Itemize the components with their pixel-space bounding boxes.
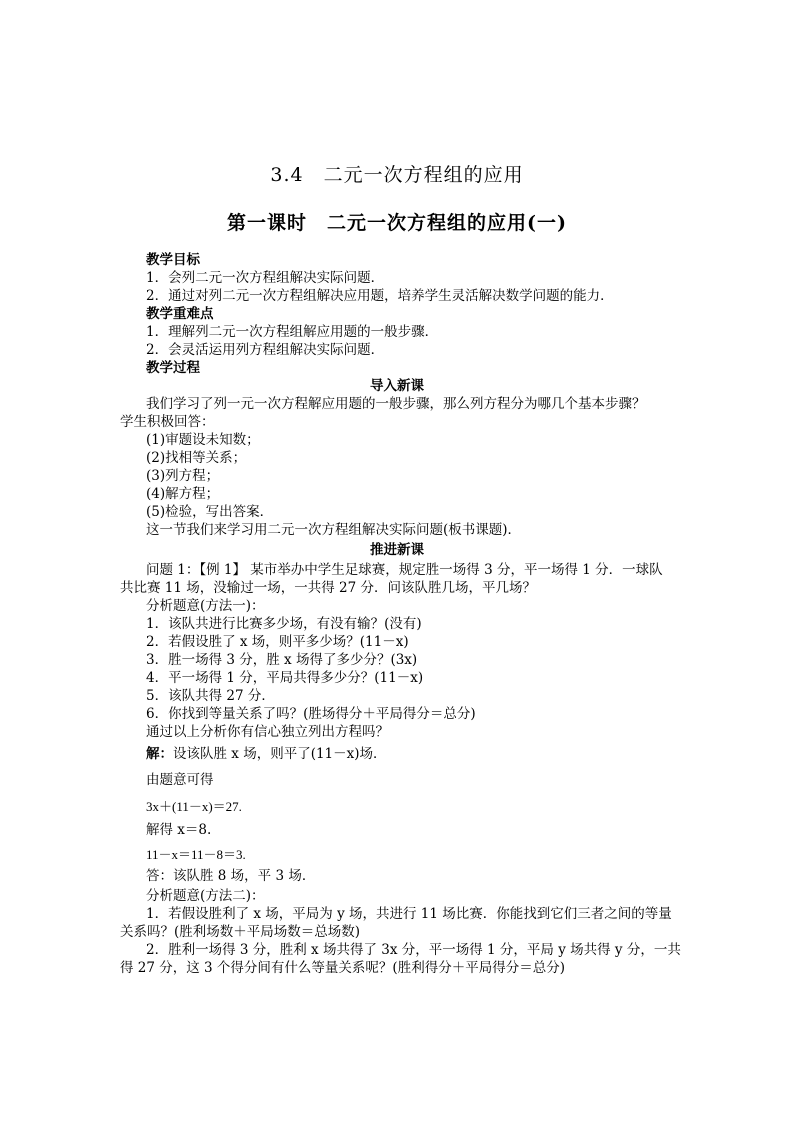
- method2-heading: 分析题意(方法二)：: [146, 888, 265, 904]
- keypoint-item: 1．理解列二元一次方程组解应用题的一般步骤．: [146, 324, 439, 340]
- new-lesson-heading: 推进新课: [370, 542, 424, 558]
- equation-2: 解得 x＝8.: [146, 822, 212, 838]
- process-heading: 教学过程: [146, 360, 200, 376]
- intro-heading: 导入新课: [370, 378, 424, 394]
- step-item: (2)找相等关系；: [146, 450, 247, 466]
- equation-3: 11－x＝11－8＝3.: [146, 847, 246, 862]
- method2-line: 得 27 分，这 3 个得分间有什么等量关系呢？(胜利得分＋平局得分＝总分): [120, 960, 565, 976]
- method1-heading: 分析题意(方法一)：: [146, 598, 265, 614]
- method1-item: 3．胜一场得 3 分，胜 x 场得了多少分？(3x): [146, 652, 418, 668]
- goal-item: 1．会列二元一次方程组解决实际问题．: [146, 270, 385, 286]
- method2-line: 关系吗？(胜利场数＋平局场数＝总场数): [120, 924, 361, 940]
- method1-item: 5．该队共得 27 分．: [146, 688, 275, 704]
- method2-line: 2．胜利一场得 3 分，胜利 x 场共得了 3x 分，平一场得 1 分，平局 y 场共得 y 分，一共: [146, 942, 681, 958]
- problem-line: 共比赛 11 场，没输过一场，一共得 27 分．问该队胜几场，平几场？: [120, 580, 537, 596]
- keypoint-item: 2．会灵活运用列方程组解决实际问题．: [146, 342, 385, 358]
- equation-1: 3x＋(11－x)＝27.: [146, 799, 242, 814]
- method1-item: 6．你找到等量关系了吗？(胜场得分＋平局得分＝总分): [146, 706, 476, 722]
- solution-text: 设该队胜 x 场，则平了(11－x)场．: [173, 746, 387, 762]
- keypoints-heading: 教学重难点: [146, 306, 214, 322]
- step-item: (1)审题设未知数；: [146, 432, 260, 448]
- step-item: (3)列方程；: [146, 468, 220, 484]
- solution-given: 由题意可得: [146, 772, 214, 788]
- goals-heading: 教学目标: [146, 252, 200, 268]
- intro-question: 我们学习了列一元一次方程解应用题的一般步骤，那么列方程分为哪几个基本步骤？: [146, 396, 646, 412]
- method1-item: 通过以上分析你有信心独立列出方程吗？: [146, 724, 389, 740]
- solution-answer: 答：该队胜 8 场，平 3 场．: [146, 868, 316, 884]
- method1-item: 2．若假设胜了 x 场，则平多少场？(11－x): [146, 634, 409, 650]
- method2-line: 1．若假设胜利了 x 场，平局为 y 场，共进行 11 场比赛．你能找到它们三者之间的等量: [146, 906, 672, 922]
- intro-end: 这一节我们来学习用二元一次方程组解决实际问题(板书课题)．: [146, 522, 522, 538]
- method1-item: 4．平一场得 1 分，平局共得多少分？(11－x): [146, 670, 424, 686]
- method1-item: 1．该队共进行比赛多少场，有没有输？(没有): [146, 616, 422, 632]
- goal-item: 2．通过对列二元一次方程组解决应用题，培养学生灵活解决数学问题的能力．: [146, 288, 614, 304]
- intro-response: 学生积极回答：: [120, 414, 215, 430]
- solution-label: 解：: [146, 746, 173, 762]
- lesson-subtitle: 第一课时 二元一次方程组的应用(一): [227, 212, 567, 234]
- solution-line: [146, 746, 387, 763]
- page-title: 3.4 二元一次方程组的应用: [270, 164, 524, 186]
- problem-line: 问题 1：【例 1】 某市举办中学生足球赛，规定胜一场得 3 分，平一场得 1 分．一球队: [146, 562, 663, 578]
- step-item: (4)解方程；: [146, 486, 220, 502]
- step-item: (5)检验，写出答案．: [146, 504, 274, 520]
